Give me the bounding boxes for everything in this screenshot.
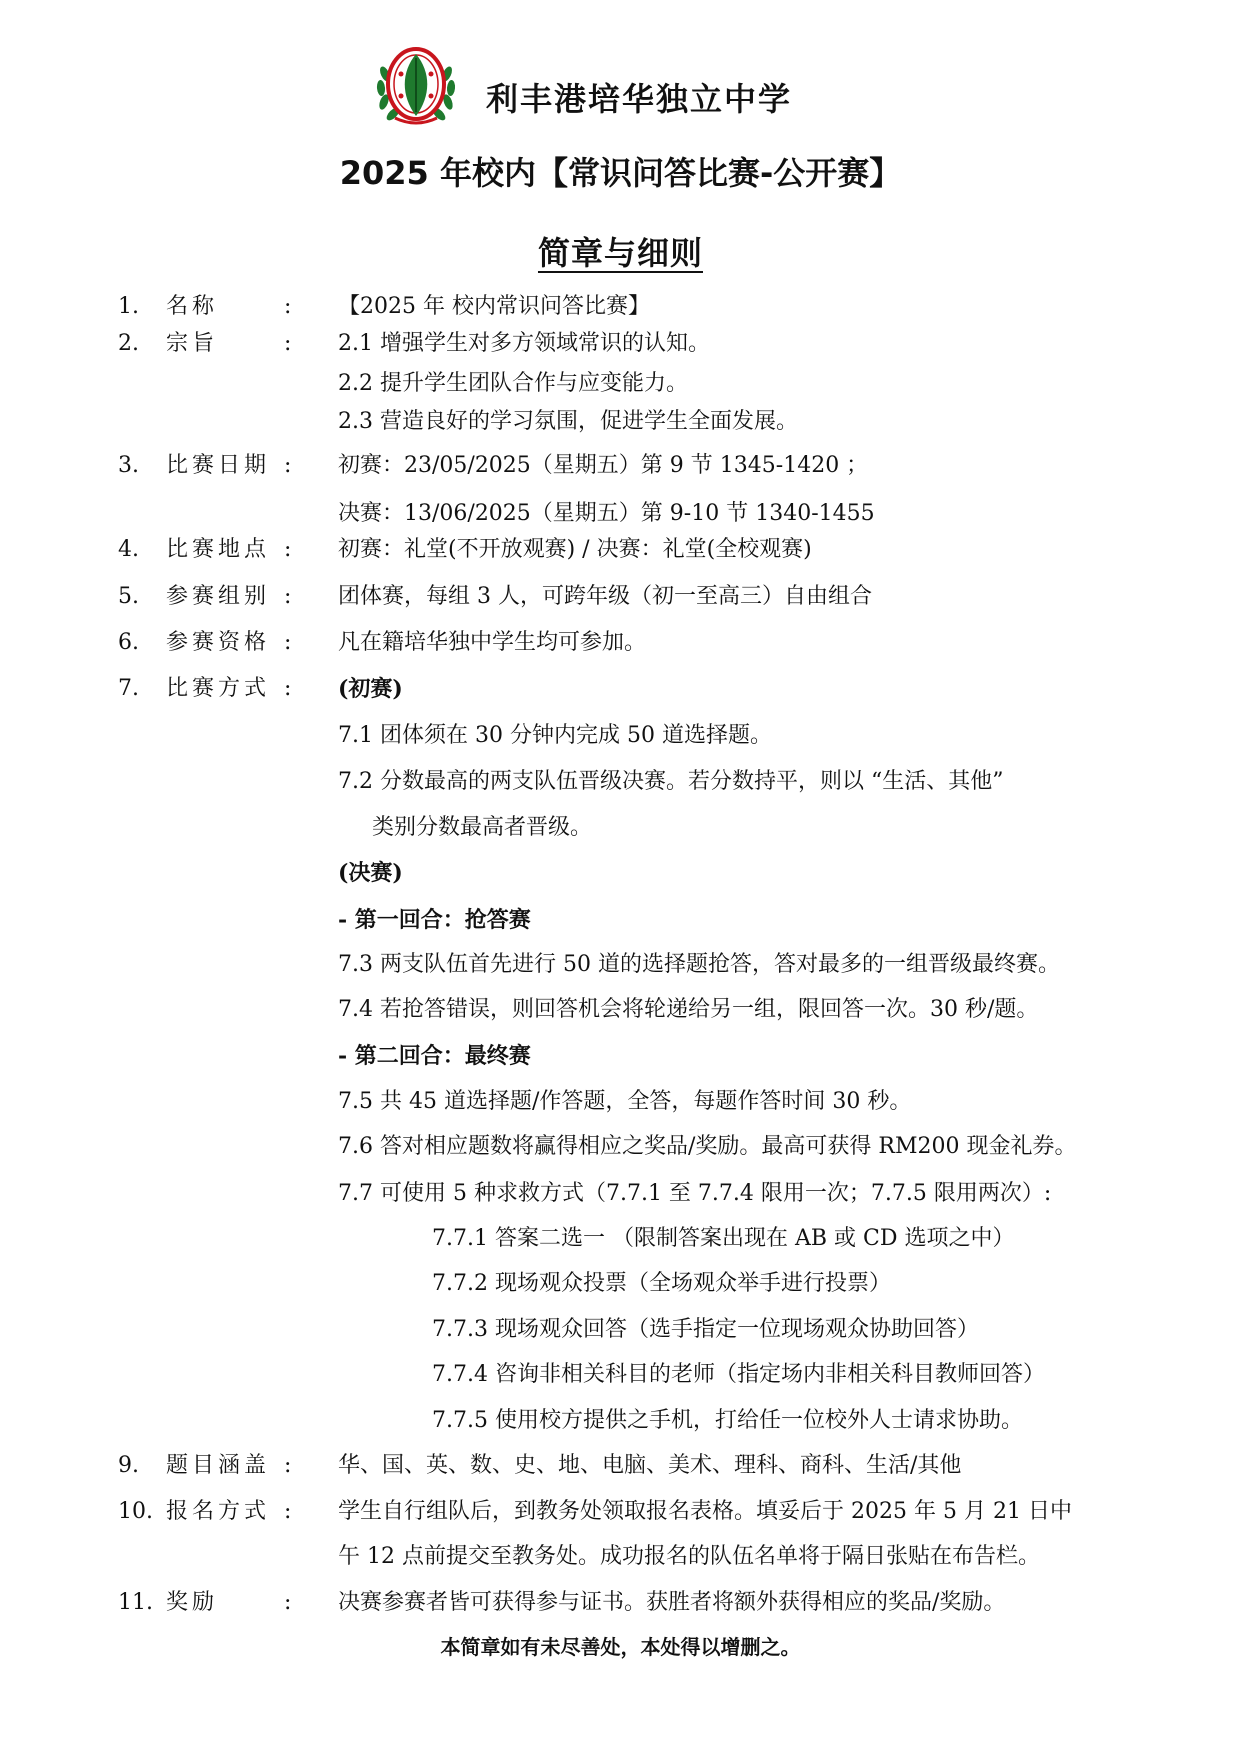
- document-title: 2025 年校内【常识问答比赛-公开赛】: [339, 154, 902, 192]
- section-value: 决赛参赛者皆可获得参与证书。获胜者将额外获得相应的奖品/奖励。: [338, 1590, 1006, 1615]
- section-label: 比赛方式: [166, 676, 271, 701]
- section-value: 初赛：礼堂(不开放观赛) / 决赛：礼堂(全校观赛): [338, 537, 812, 562]
- rule-7-6: 7.6 答对相应题数将赢得相应之奖品/奖励。最高可获得 RM200 现金礼券。: [338, 1134, 1077, 1159]
- section-colon: :: [284, 630, 292, 655]
- section-colon: :: [284, 331, 292, 356]
- rule-7-5: 7.5 共 45 道选择题/作答题，全答，每题作答时间 30 秒。: [338, 1089, 912, 1114]
- section-number: 6.: [118, 630, 139, 655]
- section-value: 学生自行组队后，到教务处领取报名表格。填妥后于 2025 年 5 月 21 日中: [338, 1499, 1072, 1524]
- section-number: 11.: [118, 1590, 153, 1615]
- section-number: 3.: [118, 453, 139, 478]
- footer-note: 本简章如有未尽善处，本处得以增删之。: [440, 1635, 801, 1659]
- section-label: 题目涵盖: [166, 1453, 271, 1478]
- prelim-heading: (初赛): [338, 676, 403, 702]
- rule-7-7: 7.7 可使用 5 种求救方式（7.7.1 至 7.7.4 限用一次；7.7.5 限用两次）:: [338, 1181, 1052, 1206]
- section-label: 比赛地点: [166, 537, 271, 562]
- section-value: 团体赛，每组 3 人，可跨年级（初一至高三）自由组合: [338, 584, 872, 609]
- lifeline-item: 7.7.2 现场观众投票（全场观众举手进行投票）: [432, 1271, 891, 1296]
- section-number: 4.: [118, 537, 139, 562]
- section-value: 午 12 点前提交至教务处。成功报名的队伍名单将于隔日张贴在布告栏。: [338, 1544, 1040, 1569]
- section-number: 10.: [118, 1499, 153, 1524]
- section-colon: :: [284, 676, 292, 701]
- rule-7-2-continued: 类别分数最高者晋级。: [372, 815, 593, 840]
- section-label: 宗旨: [166, 331, 219, 356]
- section-number: 2.: [118, 331, 139, 356]
- document-subtitle: 简章与细则: [537, 234, 703, 272]
- section-value: 决赛：13/06/2025（星期五）第 9-10 节 1340-1455: [338, 501, 875, 526]
- section-colon: :: [284, 453, 292, 478]
- section-colon: :: [284, 584, 292, 609]
- section-number: 1.: [118, 294, 139, 319]
- lifeline-item: 7.7.1 答案二选一 （限制答案出现在 AB 或 CD 选项之中）: [432, 1226, 1015, 1251]
- round-1-heading: - 第一回合：抢答赛: [338, 907, 531, 933]
- section-number: 7.: [118, 676, 139, 701]
- section-value: 2.3 营造良好的学习氛围，促进学生全面发展。: [338, 409, 798, 434]
- rule-7-3: 7.3 两支队伍首先进行 50 道的选择题抢答，答对最多的一组晋级最终赛。: [338, 952, 1060, 977]
- section-colon: :: [284, 294, 292, 319]
- round-2-heading: - 第二回合：最终赛: [338, 1043, 531, 1069]
- rule-7-2: 7.2 分数最高的两支队伍晋级决赛。若分数持平，则以 “生活、其他”: [338, 769, 1004, 794]
- lifeline-item: 7.7.5 使用校方提供之手机，打给任一位校外人士请求协助。: [432, 1408, 1023, 1433]
- section-value: 初赛：23/05/2025（星期五）第 9 节 1345-1420 ；: [338, 453, 869, 478]
- section-colon: :: [284, 537, 292, 562]
- section-colon: :: [284, 1499, 292, 1524]
- school-crest-icon: [371, 44, 461, 128]
- rule-7-1: 7.1 团体须在 30 分钟内完成 50 道选择题。: [338, 723, 772, 748]
- lifeline-item: 7.7.4 咨询非相关科目的老师（指定场内非相关科目教师回答）: [432, 1362, 1045, 1387]
- school-name: 利丰港培华独立中学: [486, 80, 793, 118]
- section-label: 参赛组别: [166, 584, 271, 609]
- section-number: 5.: [118, 584, 139, 609]
- section-label: 报名方式: [166, 1499, 271, 1524]
- lifeline-item: 7.7.3 现场观众回答（选手指定一位现场观众协助回答）: [432, 1317, 979, 1342]
- section-value: 凡在籍培华独中学生均可参加。: [338, 630, 647, 655]
- section-label: 奖励: [166, 1590, 219, 1615]
- final-heading: (决赛): [338, 860, 403, 886]
- section-colon: :: [284, 1590, 292, 1615]
- section-colon: :: [284, 1453, 292, 1478]
- section-value: 2.2 提升学生团队合作与应变能力。: [338, 371, 688, 396]
- section-number: 9.: [118, 1453, 139, 1478]
- section-value: 华、国、英、数、史、地、电脑、美术、理科、商科、生活/其他: [338, 1453, 962, 1478]
- section-label: 名称: [166, 294, 219, 319]
- rule-7-4: 7.4 若抢答错误，则回答机会将轮递给另一组，限回答一次。30 秒/题。: [338, 997, 1039, 1022]
- section-value: 2.1 增强学生对多方领域常识的认知。: [338, 331, 710, 356]
- section-value: 【2025 年 校内常识问答比赛】: [338, 294, 650, 319]
- section-label: 参赛资格: [166, 630, 271, 655]
- section-label: 比赛日期: [166, 453, 271, 478]
